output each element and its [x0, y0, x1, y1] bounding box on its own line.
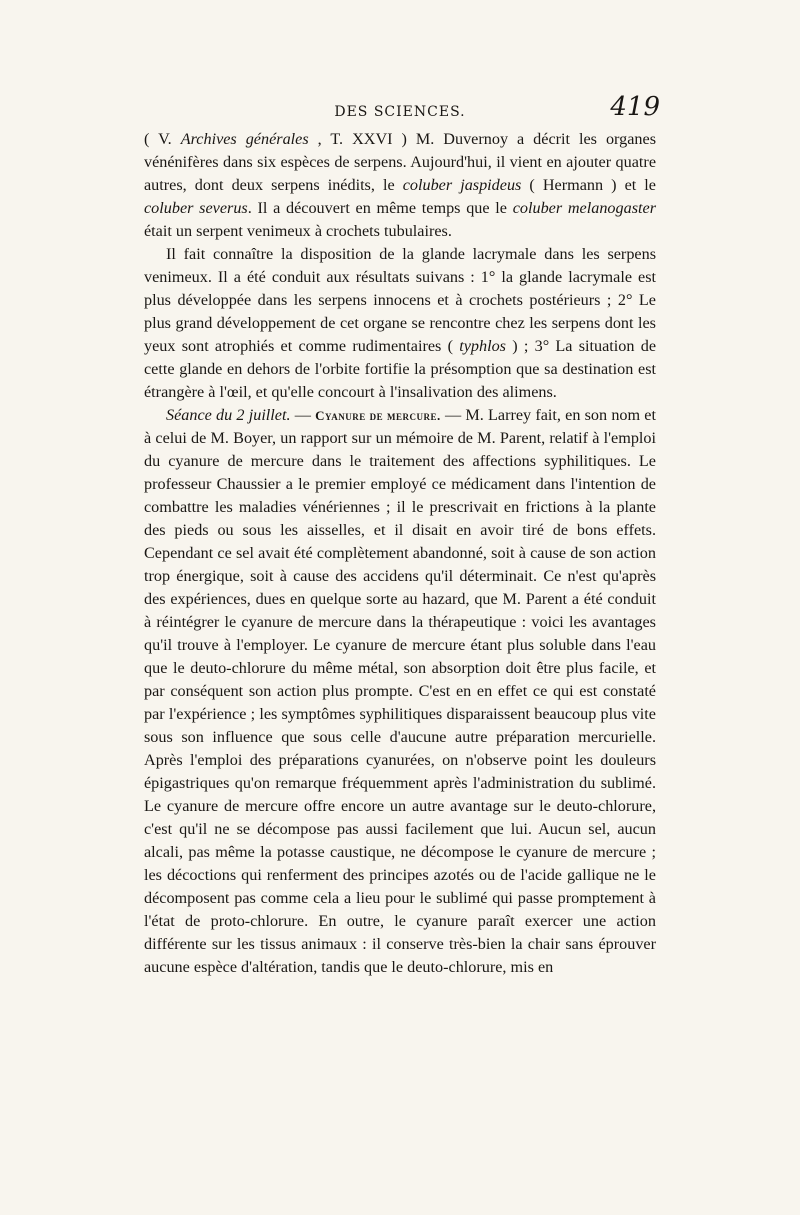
- section-heading: Cyanure de mercure.: [315, 408, 441, 423]
- page-number: 419: [610, 92, 660, 122]
- italic-run: typhlos: [459, 337, 506, 355]
- text-run: ( V.: [144, 130, 181, 148]
- italic-run: coluber jaspideus: [402, 176, 522, 194]
- italic-run: Archives générales: [180, 130, 309, 148]
- text-run: — M. Larrey fait, en son nom et à celui de M. Boyer, un rapport sur un mémoire de M. Parent, relatif à l'emploi du cyanure de mercure dans le traitement des affections syphilitiques. Le professeur Chaussier a le premier employé ce médicament dans l'intention de combattre les maladies vénériennes ; il le prescrivait en frictions à la plante des pieds ou sous les aisselles, et il disait en avoir tiré de bons effets. Cependant ce sel avait été complètement abandonné, soit à cause de son action trop énergique, soit à cause des accidens qu'il déterminait. Ce n'est qu'après des expériences, dues en quelque sorte au hazard, que M. Parent a été conduit à réintégrer le cyanure de mercure dans la thérapeutique : voici les avantages qu'il trouve à l'employer. Le cyanure de mercure étant plus soluble dans l'eau que le deuto-chlorure du même métal, son absorption doit être plus facile, et par conséquent son action plus prompte. C'est en en effet ce qui est constaté par l'expérience ; les symptômes syphilitiques disparaissent beaucoup plus vite sous son influence que sous celle d'aucune autre préparation mercurielle. Après l'emploi des préparations cyanurées, on n'observe point les douleurs épigastriques qu'on remarque fréquemment après l'administration du sublimé. Le cyanure de mercure offre encore un autre avantage sur le deuto-chlorure, c'est qu'il ne se décompose pas aussi facilement que lui. Aucun sel, aucun alcali, pas même la potasse caustique, ne décompose le cyanure de mercure ; les décoctions qui renferment des principes azotés ou de l'acide gallique ne le décomposent pas comme cela a lieu pour le sublimé qui passe promptement à l'état de proto-chlorure. En outre, le cyanure paraît exercer une action différente sur les tissus animaux : il conserve très-bien la chair sans éprouver aucune espèce d'altération, tandis que le deuto-chlorure, mis en: [144, 406, 656, 976]
- text-run: ( Hermann ) et le: [521, 176, 656, 194]
- text-run: —: [290, 406, 316, 424]
- page-header: [140, 92, 660, 128]
- italic-run: coluber melanogaster: [512, 199, 656, 217]
- text-run: . Il a découvert en même temps que le: [247, 199, 513, 217]
- text-run: était un serpent venimeux à crochets tubulaires.: [144, 222, 452, 240]
- text-run: Il fait connaître la disposition de la glande lacrymale dans les serpens venimeux. Il a été conduit aux résultats suivans : 1° la glande lacrymale est plus développée dans les serpens innocens et à crochets postérieurs ; 2° Le plus grand développement de cet organe se rencontre chez les serpens dont les yeux sont atrophiés et comme rudimentaires (: [144, 245, 656, 355]
- text-run: , T. XXVI ) M. Duvernoy a décrit les organes vénénifères dans six espèces de serpens. Aujourd'hui, il vient en ajouter quatre autres, dont deux serpens inédits, le: [144, 130, 657, 194]
- running-head: DES SCIENCES.: [334, 104, 466, 120]
- text-run: ) ; 3° La situation de cette glande en dehors de l'orbite fortifie la présomption que sa destination est étrangère à l'œil, et qu'elle concourt à l'insalivation des alimens.: [144, 337, 657, 401]
- body-text: [144, 128, 656, 979]
- session-date: Séance du 2 juillet.: [166, 406, 291, 424]
- italic-run: coluber severus: [144, 199, 248, 217]
- paragraph-2: [144, 243, 656, 404]
- paragraph-3: [144, 404, 656, 979]
- paragraph-1: [144, 128, 656, 243]
